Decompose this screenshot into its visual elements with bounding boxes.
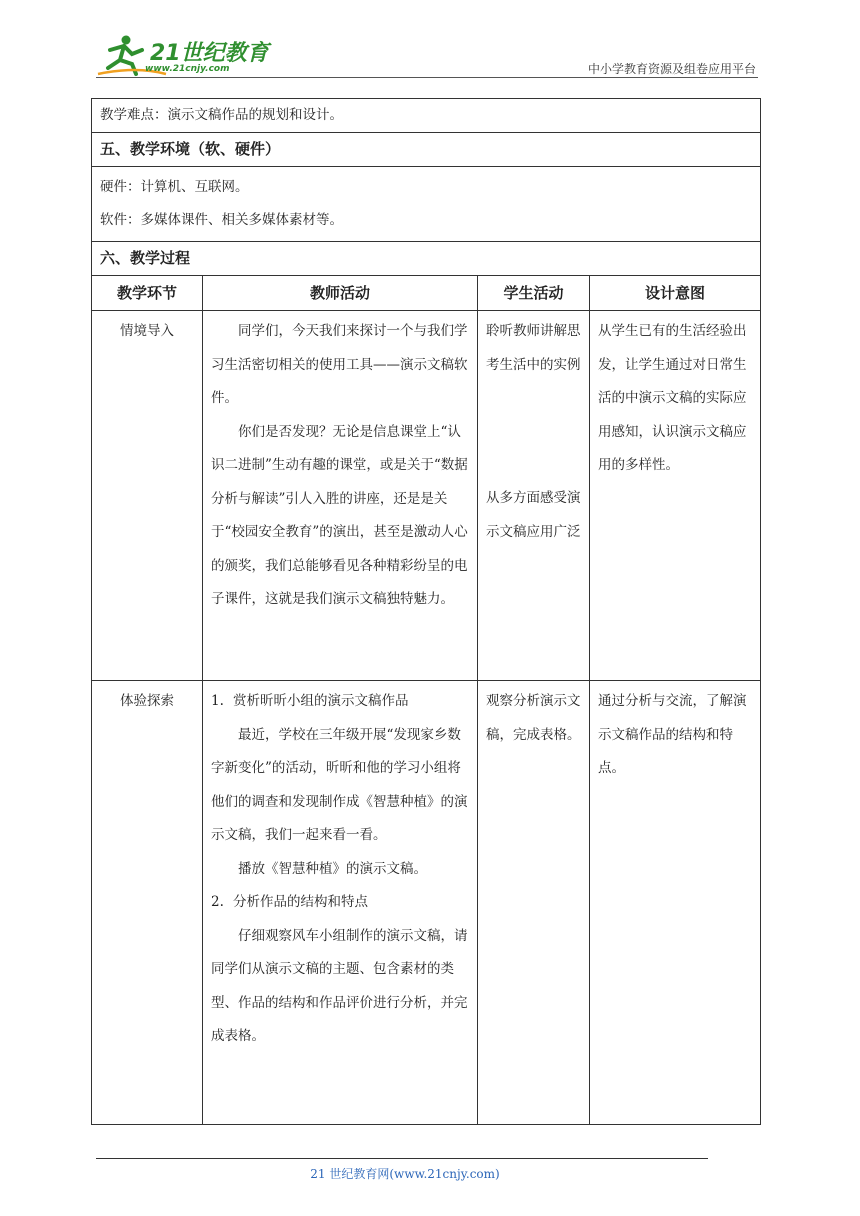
footer-link[interactable]: 21 世纪教育网(www.21cnjy.com) xyxy=(310,1167,500,1181)
logo-text: 21世纪教育 xyxy=(150,41,269,66)
section5-title: 五、教学环境（软、硬件） xyxy=(92,133,761,167)
header-student: 学生活动 xyxy=(478,276,590,311)
hardware-text: 硬件：计算机、互联网。 xyxy=(100,179,249,195)
header-stage: 教学环节 xyxy=(92,276,203,311)
header-intent: 设计意图 xyxy=(590,276,761,311)
stage2-item1-p2: 播放《智慧种植》的演示文稿。 xyxy=(238,860,427,877)
section6-row xyxy=(92,242,761,276)
stage1-teacher-p1: 同学们，今天我们来探讨一个与我们学习生活密切相关的使用工具——演示文稿软件。 xyxy=(211,323,468,406)
item2-title: 分析作品的结构和特点 xyxy=(233,894,368,910)
section6-title: 六、教学过程 xyxy=(92,242,761,276)
lesson-plan-table xyxy=(91,98,761,1125)
header-divider xyxy=(96,77,758,78)
table-header-row xyxy=(92,276,761,311)
stage1-student-1: 聆听教师讲解思考生活中的实例 xyxy=(486,323,581,373)
logo-url: www.21cnjy.com xyxy=(145,64,230,74)
stage2-intent: 通过分析与交流，了解演示文稿作品的结构和特点。 xyxy=(590,681,761,1125)
stage2-student: 观察分析演示文稿，完成表格。 xyxy=(478,681,590,1125)
stage1-teacher-p2: 你们是否发现？无论是信息课堂上“认识二进制”生动有趣的课堂，或是关于“数据分析与解读”引人入胜的讲座，还是是关于“校园安全教育”的演出，甚至是激动人心的颁奖，我们总能够看见各种精彩纷呈的电子课件，这就是我们演示文稿独特魅力。 xyxy=(211,423,468,607)
stage1-name: 情境导入 xyxy=(92,311,203,681)
stage2-item2-p1: 仔细观察风车小组制作的演示文稿，请同学们从演示文稿的主题、包含素材的类型、作品的结构和作品评价进行分析，并完成表格。 xyxy=(211,927,468,1044)
stage2-name: 体验探索 xyxy=(92,681,203,1125)
item1-number: 1. xyxy=(211,693,224,709)
header-teacher: 教师活动 xyxy=(203,276,478,311)
stage1-intent: 从学生已有的生活经验出发，让学生通过对日常生活的中演示文稿的实际应用感知，认识演示文稿应用的多样性。 xyxy=(590,311,761,681)
stage2-item1-p1: 最近，学校在三年级开展“发现家乡数字新变化”的活动，昕昕和他的学习小组将他们的调查和发现制作成《智慧种植》的演示文稿，我们一起来看一看。 xyxy=(211,726,468,843)
platform-name: 中小学教育资源及组卷应用平台 xyxy=(587,62,756,76)
software-text: 软件：多媒体课件、相关多媒体素材等。 xyxy=(100,212,343,228)
stage1-student-2: 从多方面感受演示文稿应用广泛 xyxy=(486,490,581,540)
difficulty-row xyxy=(92,99,761,133)
difficulty-text: 教学难点：演示文稿作品的规划和设计。 xyxy=(92,99,761,133)
item1-title: 赏析昕昕小组的演示文稿作品 xyxy=(233,693,409,709)
section5-row xyxy=(92,133,761,167)
footer-divider xyxy=(96,1158,708,1159)
item2-number: 2. xyxy=(211,894,224,910)
page-header xyxy=(0,0,860,80)
stage2-item2 xyxy=(211,886,469,920)
stage2-item1 xyxy=(211,685,469,719)
environment-row xyxy=(92,167,761,242)
table-row xyxy=(92,311,761,681)
table-row xyxy=(92,681,761,1125)
